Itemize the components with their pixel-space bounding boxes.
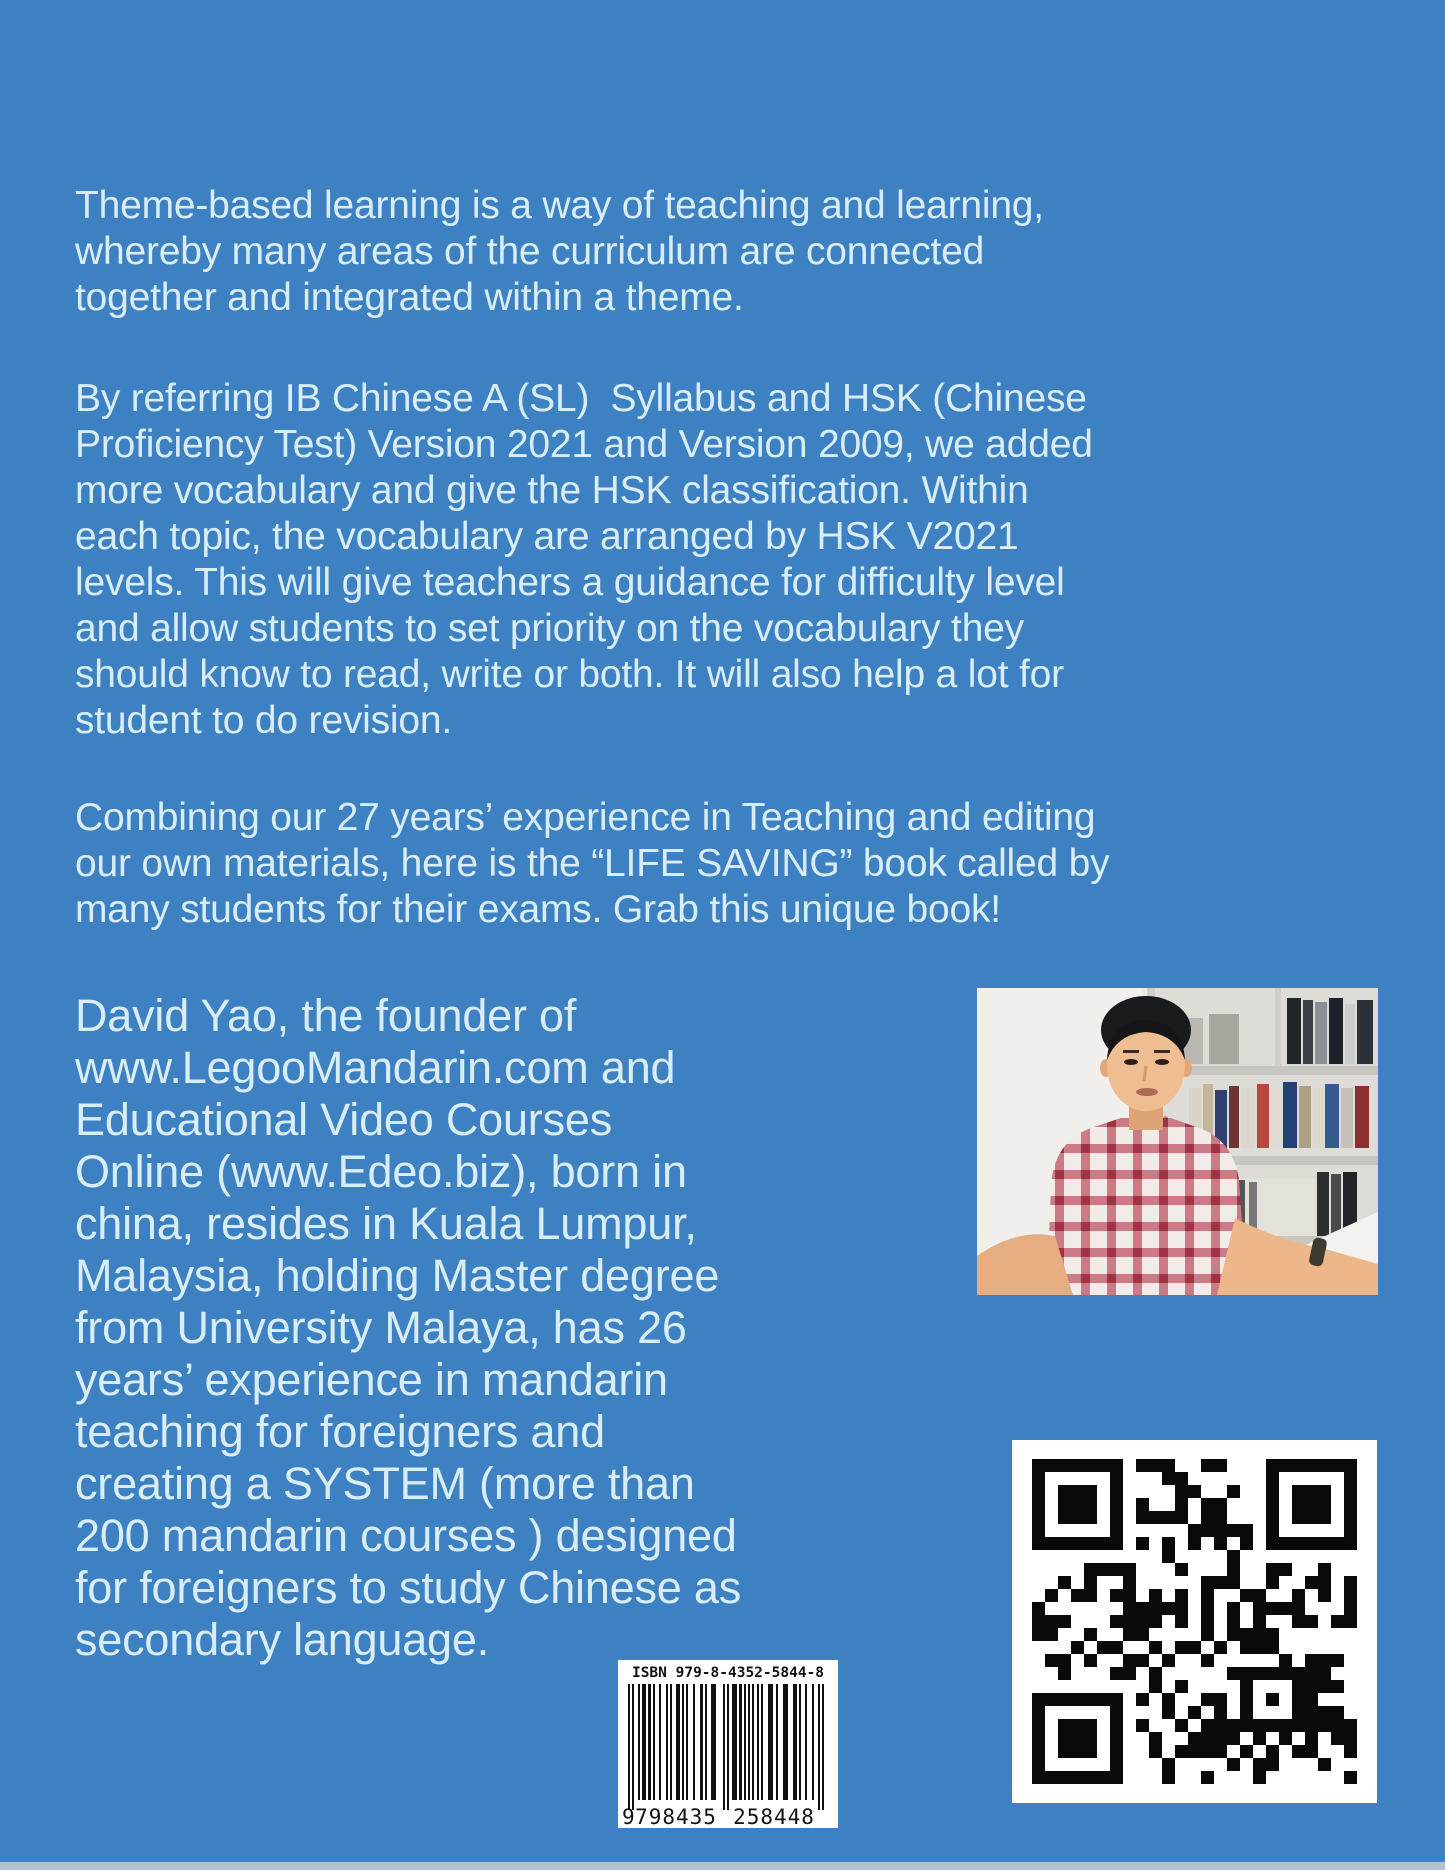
qr-code-graphic: [1012, 1440, 1377, 1803]
text-line: Educational Video Courses: [75, 1094, 613, 1145]
text-line: Malaysia, holding Master degree: [75, 1250, 720, 1301]
text-line: student to do revision.: [75, 699, 452, 742]
text-line: Proficiency Test) Version 2021 and Version 2009, we added: [75, 423, 1093, 466]
isbn-digit-group1: 798435: [635, 1805, 717, 1828]
text-line: from University Malaya, has 26: [75, 1302, 687, 1353]
isbn-digit-group2: 258448: [733, 1805, 815, 1828]
text-line: for foreigners to study Chinese as: [75, 1562, 742, 1613]
author-photo-illustration: [977, 988, 1378, 1295]
text-line: secondary language.: [75, 1614, 490, 1665]
experience-paragraph: [75, 795, 1109, 933]
text-line: 200 mandarin courses ) designed: [75, 1510, 737, 1561]
isbn-barcode: [618, 1660, 838, 1828]
syllabus-paragraph: [75, 376, 1093, 744]
text-line: whereby many areas of the curriculum are connected: [75, 230, 985, 273]
text-line: china, resides in Kuala Lumpur,: [75, 1198, 697, 1249]
isbn-label: ISBN 979-8-4352-5844-8: [631, 1665, 825, 1681]
qr-code: [1012, 1440, 1377, 1803]
text-line: each topic, the vocabulary are arranged by HSK V2021: [75, 515, 1019, 558]
text-line: David Yao, the founder of: [75, 990, 577, 1041]
bottom-edge-strip: [0, 1862, 1445, 1870]
text-line: teaching for foreigners and: [75, 1406, 605, 1457]
text-line: together and integrated within a theme.: [75, 276, 744, 319]
text-line: Combining our 27 years’ experience in Teaching and editing: [75, 796, 1096, 839]
text-line: levels. This will give teachers a guidance for difficulty level: [75, 561, 1065, 604]
text-line: years’ experience in mandarin: [75, 1354, 668, 1405]
isbn-digit-lead: 9: [622, 1805, 635, 1828]
text-line: and allow students to set priority on the vocabulary they: [75, 607, 1024, 650]
text-line: should know to read, write or both. It will also help a lot for: [75, 653, 1064, 696]
text-line: www.LegooMandarin.com and: [75, 1042, 676, 1093]
text-line: By referring IB Chinese A (SL) Syllabus and HSK (Chinese: [75, 377, 1087, 420]
isbn-barcode-graphic: [618, 1660, 838, 1828]
text-line: creating a SYSTEM (more than: [75, 1458, 695, 1509]
text-line: more vocabulary and give the HSK classification. Within: [75, 469, 1029, 512]
text-line: Theme-based learning is a way of teaching and learning,: [75, 184, 1044, 227]
author-bio: [75, 990, 741, 1666]
text-line: Online (www.Edeo.biz), born in: [75, 1146, 687, 1197]
author-photo: [977, 988, 1378, 1295]
text-line: our own materials, here is the “LIFE SAVING” book called by: [75, 842, 1110, 885]
text-line: many students for their exams. Grab this unique book!: [75, 888, 1001, 931]
intro-paragraph: [75, 183, 1044, 321]
